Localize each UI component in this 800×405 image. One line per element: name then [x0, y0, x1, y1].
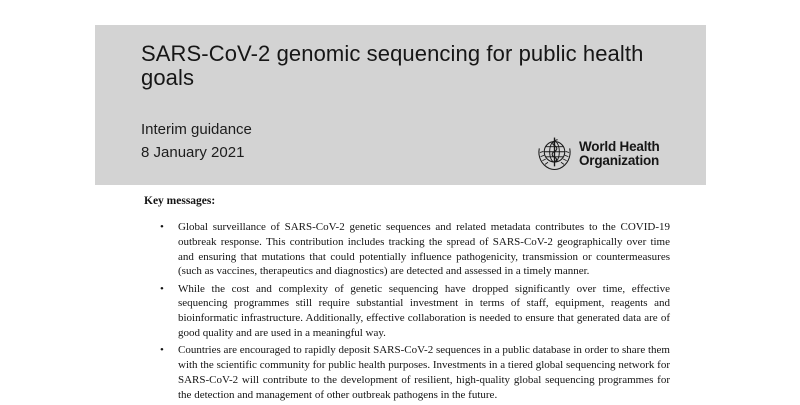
who-logo-line1: World Health [579, 138, 660, 154]
header-meta [141, 118, 252, 164]
who-emblem-icon [536, 135, 573, 172]
key-message-item: • Global surveillance of SARS-CoV-2 genetic sequences and related metadata contributes to the COVID-19 outbreak response. This contribution includes tracking the spread of SARS-CoV-2 geographically over time and ensuring that mutations that could potentially influence pathogenicity, transmission or countermeasures (such as vaccines, therapeutics and diagnostics) are detected and assessed in a timely manner. [178, 220, 670, 279]
key-messages-heading: Key messages: [144, 195, 216, 207]
key-message-item: • Countries are encouraged to rapidly deposit SARS-CoV-2 sequences in a public database in order to share them with the scientific community for public health purposes. Investments in a tiered global sequencing network for SARS-CoV-2 will contribute to the development of resilient, high-quality global sequencing programmes for the detection and management of other outbreak pathogens in the future. [178, 343, 670, 402]
key-messages-list [144, 220, 670, 403]
who-logo [536, 135, 660, 172]
key-message-item: • While the cost and complexity of genetic sequencing have dropped significantly over time, effective sequencing programmes still require substantial investment in terms of staff, equipment, reagents and bioinformatic infrastructure. Additionally, effective collaboration is needed to ensure that generated data are of good quality and are used in a meaningful way. [178, 282, 670, 341]
header-band [95, 25, 706, 185]
document-body [144, 194, 670, 405]
document-title: SARS-CoV-2 genomic sequencing for public health goals [141, 41, 644, 90]
who-logo-text [579, 140, 660, 168]
publication-date: 8 January 2021 [141, 144, 245, 161]
guidance-type-label: Interim guidance [141, 121, 252, 138]
who-logo-line2: Organization [579, 152, 660, 168]
